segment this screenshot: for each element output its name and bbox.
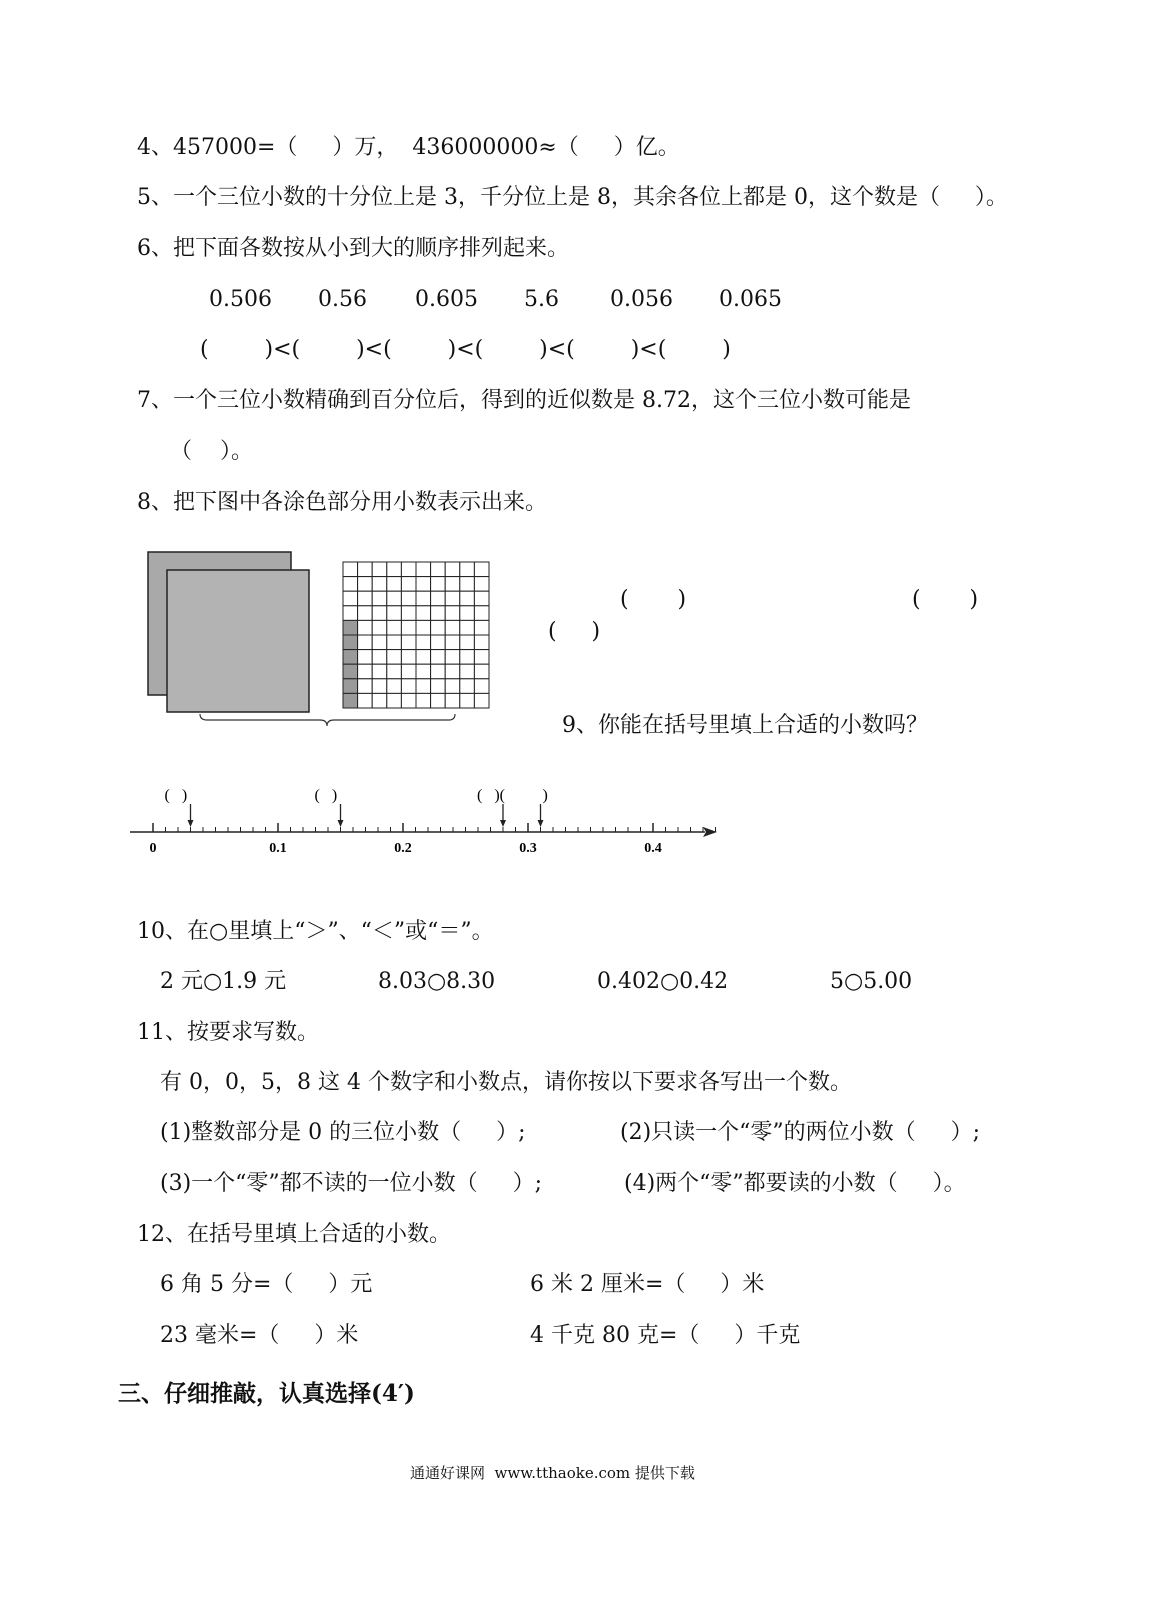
q11-part-4: (4)两个“零”都要读的小数（ ）。 [624,1171,966,1196]
q12-item-2: 6 米 2 厘米=（ ）米 [530,1272,765,1297]
grid-cell [474,664,489,679]
grid-cell-shaded [343,693,358,708]
grid-cell [431,664,446,679]
q6-number-2: 0.56 [318,287,367,312]
grid-cell [358,591,373,606]
number-line-arrowhead [703,827,717,837]
grid-cell [445,620,460,635]
grid-cell [445,577,460,592]
q6-number-3: 0.605 [415,287,478,312]
grid-cell-shaded [343,620,358,635]
q11-part-3: (3)一个“零”都不读的一位小数（ ）; [160,1171,543,1196]
question-5: 5、一个三位小数的十分位上是 3，千分位上是 8，其余各位上都是 0，这个数是（ ）。 [137,185,1008,210]
tick-label: 0.4 [644,841,662,856]
grid-cell [387,606,402,621]
hundred-grid [343,562,489,708]
grid-cell [431,577,446,592]
grid-cell [416,693,431,708]
grid-cell [431,635,446,650]
grid-cell [401,650,416,665]
grid-cell [445,650,460,665]
q6-number-1: 0.506 [209,287,272,312]
q12-item-1: 6 角 5 分=（ ）元 [160,1272,373,1297]
grid-cell [474,606,489,621]
tick-label: 0.3 [519,841,537,856]
question-11: 11、按要求写数。 [137,1020,319,1045]
grid-cell [372,577,387,592]
arrow-blank: ( ) [164,787,188,804]
q11-part-2: (2)只读一个“零”的两位小数（ ）; [620,1120,981,1145]
q6-number-5: 0.056 [610,287,673,312]
number-line [125,780,725,860]
grid-cell [401,562,416,577]
grid-cell [460,591,475,606]
grid-cell [387,679,402,694]
grid-cell [358,693,373,708]
question-7: 7、一个三位小数精确到百分位后，得到的近似数是 8.72，这个三位小数可能是 [137,388,911,413]
grid-cell [416,635,431,650]
grid-cell [460,664,475,679]
grid-cell [474,650,489,665]
grid-cell [401,591,416,606]
tick-label: 0 [149,841,157,856]
grid-cell [372,562,387,577]
question-12: 12、在括号里填上合适的小数。 [137,1222,451,1247]
grid-cell [445,606,460,621]
grid-cell [387,577,402,592]
grid-cell [474,577,489,592]
q10-item-2: 8.03○8.30 [378,969,496,994]
grid-cell [474,693,489,708]
arrow-marker-head [500,820,506,827]
grid-cell [474,591,489,606]
grid-cell [372,635,387,650]
grid-cell [474,679,489,694]
grid-cell [372,693,387,708]
grid-cell [474,620,489,635]
question-8: 8、把下图中各涂色部分用小数表示出来。 [137,490,547,515]
grid-cell [460,650,475,665]
question-6: 6、把下面各数按从小到大的顺序排列起来。 [137,236,569,261]
grid-cell [401,606,416,621]
grid-cell [343,591,358,606]
tick-label: 0.2 [394,841,412,856]
arrow-marker-head [538,820,544,827]
tick-label: 0.1 [269,841,287,856]
grid-cell [474,635,489,650]
grid-cell [358,679,373,694]
arrow-marker-head [188,820,194,827]
grid-cell [431,679,446,694]
grid-cell [416,620,431,635]
grid-cell [387,591,402,606]
grid-cell [416,591,431,606]
grid-cell [401,620,416,635]
grid-cell [343,562,358,577]
grid-cell-shaded [343,635,358,650]
grid-cell [460,679,475,694]
grid-cell [445,635,460,650]
grid-cell [445,562,460,577]
q8-blank-3: ( ) [548,619,601,644]
grid-cell [372,679,387,694]
grid-cell [372,650,387,665]
grid-cell [343,577,358,592]
q6-order-blanks: ( )<( )<( )<( )<( )<( ) [200,337,731,362]
grid-cell [358,606,373,621]
grid-cell [387,664,402,679]
grid-cell [460,577,475,592]
arrow-blank: ( ) [314,787,338,804]
grid-cell [416,577,431,592]
grid-cell [401,635,416,650]
grid-cell [387,635,402,650]
q8-blank-2: ( ) [912,587,979,612]
grid-cell [460,562,475,577]
grid-cell [358,577,373,592]
grid-cell [372,664,387,679]
q11-part-1: (1)整数部分是 0 的三位小数（ ）; [160,1120,526,1145]
question-9: 9、你能在括号里填上合适的小数吗？ [562,713,928,738]
grid-cell [372,606,387,621]
grid-cell [416,679,431,694]
grid-cell [431,620,446,635]
grid-cell [431,591,446,606]
q11-intro: 有 0，0，5，8 这 4 个数字和小数点，请你按以下要求各写出一个数。 [160,1070,852,1095]
grid-cell [460,635,475,650]
grid-cell [460,606,475,621]
grid-cell [416,562,431,577]
q10-item-3: 0.402○0.42 [597,969,729,994]
grid-cell [474,562,489,577]
grid-cell [387,650,402,665]
grid-cell [460,693,475,708]
q12-item-4: 4 千克 80 克=（ ）千克 [530,1323,801,1348]
question-10: 10、在○里填上“＞”、“＜”或“＝”。 [137,919,494,944]
grid-cell [445,664,460,679]
grid-cell [416,650,431,665]
grid-cell [445,679,460,694]
grid-cell [358,635,373,650]
q12-item-3: 23 毫米=（ ）米 [160,1323,359,1348]
grid-cell [343,606,358,621]
grid-cell [445,693,460,708]
arrow-blank: ( )( [477,787,505,804]
grid-cell-shaded [343,650,358,665]
arrow-blank: ) [530,787,548,804]
page-footer: 通通好课网 www.tthaoke.com 提供下载 [410,1464,695,1482]
grid-cell [387,620,402,635]
q10-item-1: 2 元○1.9 元 [160,969,287,994]
grid-cell-shaded [343,679,358,694]
grid-cell [401,664,416,679]
q8-blank-1: ( ) [620,587,687,612]
q8-figure [145,548,495,728]
grid-cell [431,650,446,665]
grid-cell [387,693,402,708]
q7-blank: （ ）。 [170,439,253,464]
grid-cell [358,650,373,665]
question-4: 4、457000=（ ）万， 436000000≈（ ）亿。 [137,135,680,160]
q6-number-6: 0.065 [719,287,782,312]
section-3-heading: 三、仔细推敲，认真选择(4′) [118,1380,415,1407]
q6-number-4: 5.6 [524,287,559,312]
grid-cell [401,577,416,592]
grid-cell-shaded [343,664,358,679]
grid-cell [416,606,431,621]
grid-cell [431,693,446,708]
grid-cell [445,591,460,606]
q10-item-4: 5○5.00 [830,969,913,994]
grid-cell [401,679,416,694]
arrow-marker-head [338,820,344,827]
grid-cell [460,620,475,635]
grid-cell [358,620,373,635]
grid-cell [372,591,387,606]
grid-cell [416,664,431,679]
grid-cell [431,562,446,577]
grid-cell [431,606,446,621]
grid-cell [358,664,373,679]
grid-cell [401,693,416,708]
grid-cell [387,562,402,577]
grid-cell [372,620,387,635]
grid-cell [358,562,373,577]
